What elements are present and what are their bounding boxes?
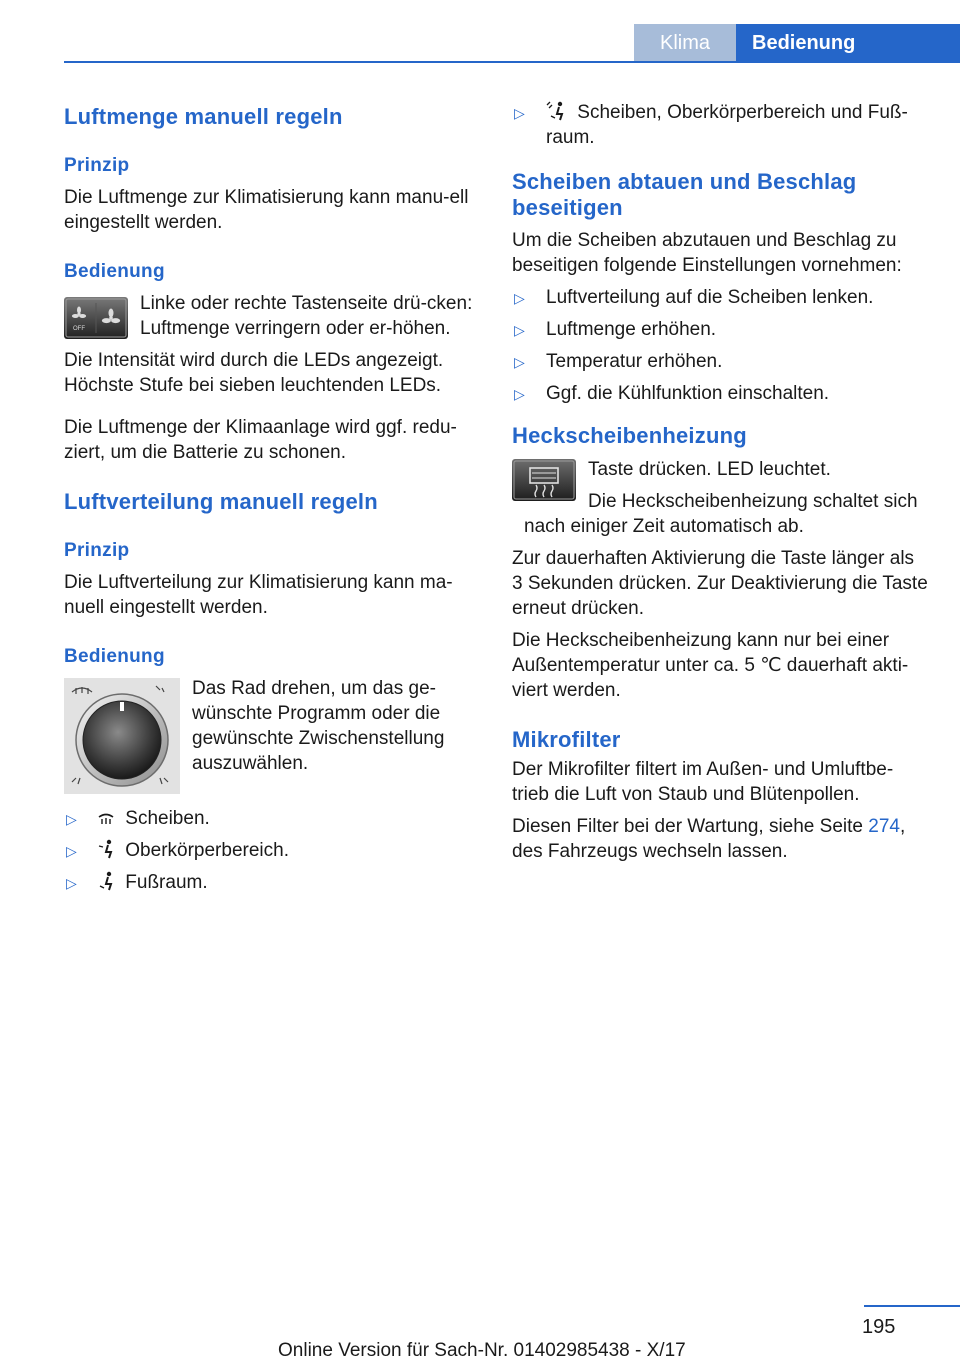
paragraph: Taste drücken. LED leuchtet. <box>588 459 831 480</box>
footer-rule <box>864 1305 960 1307</box>
section-title-air-volume: Luftmenge manuell regeln <box>64 104 343 129</box>
page-number: 195 <box>862 1316 896 1338</box>
list-item-label: Scheiben, Oberkörperbereich und Fuß-raum. <box>546 102 908 148</box>
section-title-microfilter: Mikrofilter <box>512 727 621 752</box>
left-column <box>64 100 478 902</box>
list-item-label: Ggf. die Kühlfunktion einschalten. <box>546 383 830 404</box>
distribution-program-list <box>64 806 478 895</box>
subheading-prinzip: Prinzip <box>64 540 130 561</box>
list-item <box>512 100 928 150</box>
distribution-control-block <box>64 676 478 794</box>
online-version-note: Online Version für Sach-Nr. 01402985438 - X/17 <box>278 1340 686 1361</box>
windshield-airflow-icon <box>98 811 114 827</box>
paragraph: Das Rad drehen, um das ge-wünschte Programm oder die gewünschte Zwischenstellung auszuwählen. <box>192 678 445 774</box>
page-reference-link[interactable]: 274 <box>868 816 900 837</box>
list-item <box>512 285 928 310</box>
paragraph: Die Heckscheibenheizung kann nur bei einer Außentemperatur unter ca. 5 ℃ dauerhaft akti-viert werden. <box>512 630 909 701</box>
svg-text:OFF: OFF <box>73 326 85 332</box>
list-item-label: Oberkörperbereich. <box>125 840 289 861</box>
rear-window-defrost-icon <box>512 459 576 501</box>
list-item-label: Scheiben. <box>125 808 210 829</box>
triangle-right-icon: ▷ <box>514 105 525 121</box>
list-item <box>64 870 478 895</box>
text-span: , des Fahrzeugs wechseln lassen. <box>512 816 906 862</box>
triangle-right-icon: ▷ <box>514 386 525 402</box>
paragraph: Linke oder rechte Tastenseite drü-cken: Luftmenge verringern oder er-höhen. <box>140 293 473 339</box>
triangle-right-icon: ▷ <box>514 354 525 370</box>
right-column <box>512 100 928 864</box>
defrost-steps-list <box>512 285 928 406</box>
list-item <box>512 349 928 374</box>
paragraph: Die Luftverteilung zur Klimatisierung kann ma-nuell eingestellt werden. <box>64 572 453 618</box>
header-rule <box>64 61 960 63</box>
paragraph: Die Luftmenge der Klimaanlage wird ggf. redu-ziert, um die Batterie zu schonen. <box>64 417 457 463</box>
air-distribution-knob-image <box>64 678 180 794</box>
section-tab[interactable]: Bedienung <box>736 24 960 62</box>
list-item <box>64 838 478 863</box>
triangle-right-icon: ▷ <box>514 290 525 306</box>
subheading-prinzip: Prinzip <box>64 155 130 176</box>
subheading-bedienung: Bedienung <box>64 646 165 667</box>
chapter-tab[interactable]: Klima <box>634 24 736 62</box>
list-item <box>64 806 478 831</box>
list-item <box>512 381 928 406</box>
triangle-right-icon: ▷ <box>66 843 77 859</box>
paragraph: Die Heckscheibenheizung schaltet sich nach einiger Zeit automatisch ab. <box>524 491 918 537</box>
list-item-label: Luftverteilung auf die Scheiben lenken. <box>546 287 874 308</box>
section-title-air-distribution: Luftverteilung manuell regeln <box>64 489 378 514</box>
footwell-airflow-icon <box>98 871 114 891</box>
triangle-right-icon: ▷ <box>514 322 525 338</box>
list-item <box>512 317 928 342</box>
windshield-body-footwell-airflow-icon <box>546 101 566 121</box>
paragraph: Die Intensität wird durch die LEDs angezeigt. Höchste Stufe bei sieben leuchtenden LEDs. <box>64 350 444 396</box>
text-span: Diesen Filter bei der Wartung, siehe Seite <box>512 816 869 837</box>
triangle-right-icon: ▷ <box>66 875 77 891</box>
distribution-program-list-continued <box>512 100 928 150</box>
subheading-bedienung: Bedienung <box>64 261 165 282</box>
upper-body-airflow-icon <box>98 839 114 859</box>
section-title-rear-defrost: Heckscheibenheizung <box>512 423 747 448</box>
paragraph: Zur dauerhaften Aktivierung die Taste länger als 3 Sekunden drücken. Zur Deaktivierung die Taste erneut drücken. <box>512 548 928 619</box>
triangle-right-icon: ▷ <box>66 811 77 827</box>
list-item-label: Temperatur erhöhen. <box>546 351 723 372</box>
paragraph: Um die Scheiben abzutauen und Beschlag zu beseitigen folgende Einstellungen vornehmen: <box>512 230 902 276</box>
fan-control-block <box>64 291 478 341</box>
fan-speed-button-image <box>64 297 128 339</box>
paragraph: Der Mikrofilter filtert im Außen- und Umluftbe-trieb die Luft von Staub und Blütenpollen. <box>512 759 894 805</box>
header-tabs <box>634 24 960 62</box>
list-item-label: Luftmenge erhöhen. <box>546 319 717 340</box>
paragraph <box>512 814 928 864</box>
list-item-label: Fußraum. <box>125 872 208 893</box>
rear-defrost-block <box>512 457 928 539</box>
section-title-defrost: Scheiben abtauen und Beschlag beseitigen <box>512 169 857 220</box>
paragraph: Die Luftmenge zur Klimatisierung kann manu-ell eingestellt werden. <box>64 187 469 233</box>
